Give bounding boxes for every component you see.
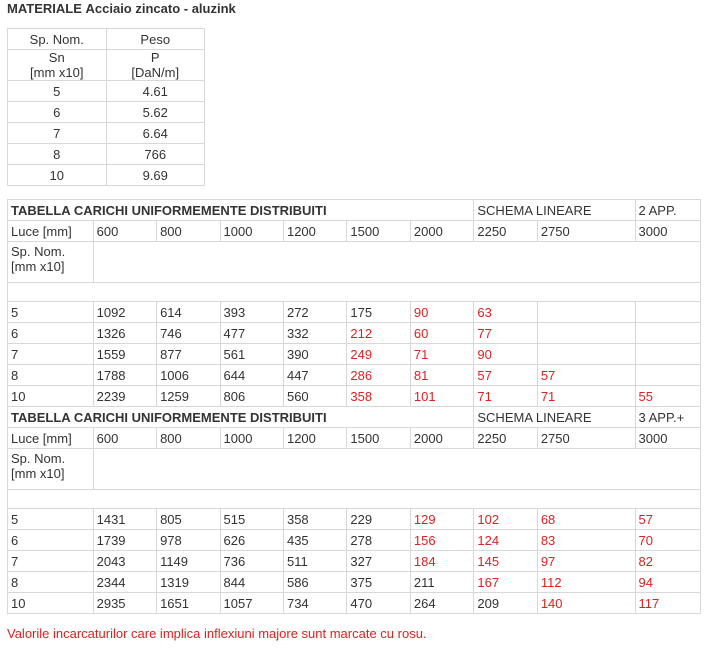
span-value: 1000: [220, 221, 283, 242]
load-value-cell: 81: [410, 365, 474, 386]
load-value-cell: 1559: [93, 344, 156, 365]
span-value: 2750: [537, 221, 635, 242]
span-value: 1000: [220, 428, 283, 449]
thickness-label-unit: [mm x10]: [11, 259, 65, 274]
load-value-cell: 375: [347, 572, 410, 593]
load-value-cell: 71: [537, 386, 635, 407]
table-row: [8, 323, 701, 344]
thickness-label-name: Sp. Nom.: [11, 451, 66, 466]
load-value-cell: 112: [537, 572, 635, 593]
load-value-cell: 1739: [93, 530, 156, 551]
load-value-cell: 1326: [93, 323, 156, 344]
load-value-cell: 71: [410, 344, 474, 365]
load-value-cell: 102: [474, 509, 537, 530]
weight-thickness-cell: 6: [8, 102, 107, 123]
empty-cell: [8, 283, 701, 302]
span-value: 1200: [283, 221, 346, 242]
material-value: Acciaio zincato - aluzink: [85, 1, 236, 16]
span-value: 3000: [635, 428, 700, 449]
table-row: [8, 344, 701, 365]
span-value: 3000: [635, 221, 700, 242]
span-value: 1200: [283, 428, 346, 449]
table-title-row: [8, 407, 701, 428]
load-value-cell: 626: [220, 530, 283, 551]
load-value-cell: 736: [220, 551, 283, 572]
thickness-cell: 6: [8, 323, 94, 344]
weight-subheader-sn: [8, 50, 107, 81]
load-value-cell: 1651: [157, 593, 220, 614]
load-value-cell: 327: [347, 551, 410, 572]
table-row: [8, 302, 701, 323]
load-table-2-supports: [7, 199, 701, 407]
load-value-cell: 156: [410, 530, 474, 551]
span-value: 2000: [410, 428, 474, 449]
span-value: 600: [93, 221, 156, 242]
load-value-cell: 2344: [93, 572, 156, 593]
load-value-cell: 435: [283, 530, 346, 551]
load-value-cell: 511: [283, 551, 346, 572]
span-header-row: [8, 428, 701, 449]
thickness-header-row: [8, 242, 701, 283]
load-value-cell: [635, 323, 700, 344]
load-value-cell: 393: [220, 302, 283, 323]
weight-value-cell: 4.61: [106, 81, 205, 102]
table-title: TABELLA CARICHI UNIFORMEMENTE DISTRIBUITI: [8, 200, 474, 221]
thickness-label: [8, 242, 94, 283]
table-row: [8, 165, 205, 186]
supports-label: 2 APP.: [635, 200, 700, 221]
weight-subheader-sn-symbol: Sn: [48, 50, 65, 65]
load-value-cell: 209: [474, 593, 537, 614]
load-value-cell: 249: [347, 344, 410, 365]
thickness-cell: 10: [8, 593, 94, 614]
load-value-cell: [635, 365, 700, 386]
empty-cell: [93, 449, 700, 490]
load-value-cell: 734: [283, 593, 346, 614]
load-value-cell: 2239: [93, 386, 156, 407]
load-value-cell: [635, 344, 700, 365]
load-value-cell: 229: [347, 509, 410, 530]
weight-value-cell: 766: [106, 144, 205, 165]
weight-table: [7, 28, 205, 186]
load-value-cell: 358: [347, 386, 410, 407]
span-value: 800: [157, 428, 220, 449]
load-value-cell: 94: [635, 572, 700, 593]
load-value-cell: 447: [283, 365, 346, 386]
span-label: Luce [mm]: [8, 428, 94, 449]
material-label: MATERIALE: [7, 1, 82, 16]
load-value-cell: 586: [283, 572, 346, 593]
load-value-cell: 560: [283, 386, 346, 407]
weight-subheader-p-symbol: P: [150, 50, 160, 65]
thickness-cell: 8: [8, 365, 94, 386]
load-value-cell: 614: [157, 302, 220, 323]
table-row: [8, 530, 701, 551]
empty-cell: [93, 242, 700, 283]
span-value: 600: [93, 428, 156, 449]
table-row: [8, 144, 205, 165]
load-value-cell: 390: [283, 344, 346, 365]
weight-thickness-cell: 7: [8, 123, 107, 144]
load-value-cell: 278: [347, 530, 410, 551]
span-value: 2000: [410, 221, 474, 242]
load-value-cell: 644: [220, 365, 283, 386]
load-value-cell: 1006: [157, 365, 220, 386]
load-value-cell: 1057: [220, 593, 283, 614]
table-row: [8, 365, 701, 386]
span-value: 1500: [347, 428, 410, 449]
load-value-cell: 82: [635, 551, 700, 572]
thickness-label: [8, 449, 94, 490]
weight-thickness-cell: 5: [8, 81, 107, 102]
thickness-label-unit: [mm x10]: [11, 466, 65, 481]
thickness-label-name: Sp. Nom.: [11, 244, 66, 259]
table-row: [8, 551, 701, 572]
load-value-cell: 90: [474, 344, 537, 365]
footnote: Valorile incarcaturilor care implica inflexiuni majore sunt marcate cu rosu.: [7, 626, 427, 641]
load-value-cell: 71: [474, 386, 537, 407]
load-value-cell: 101: [410, 386, 474, 407]
load-value-cell: 1319: [157, 572, 220, 593]
weight-value-cell: 9.69: [106, 165, 205, 186]
load-value-cell: 561: [220, 344, 283, 365]
blank-row: [8, 283, 701, 302]
load-value-cell: 1431: [93, 509, 156, 530]
load-value-cell: 1149: [157, 551, 220, 572]
load-value-cell: 477: [220, 323, 283, 344]
span-header-row: [8, 221, 701, 242]
table-row: [8, 386, 701, 407]
supports-label: 3 APP.+: [635, 407, 700, 428]
load-value-cell: 1788: [93, 365, 156, 386]
load-value-cell: 470: [347, 593, 410, 614]
table-row: [8, 572, 701, 593]
weight-subheader-p: [106, 50, 205, 81]
load-value-cell: 57: [635, 509, 700, 530]
load-value-cell: [635, 302, 700, 323]
weight-header-peso: Peso: [106, 29, 205, 50]
weight-subheader-sn-unit: [mm x10]: [30, 65, 84, 80]
load-value-cell: 55: [635, 386, 700, 407]
table-row: [8, 81, 205, 102]
material-title: [7, 1, 236, 16]
schema-label: SCHEMA LINEARE: [474, 407, 635, 428]
table-row: [8, 509, 701, 530]
load-value-cell: 97: [537, 551, 635, 572]
span-value: 800: [157, 221, 220, 242]
blank-row: [8, 490, 701, 509]
load-value-cell: 60: [410, 323, 474, 344]
load-value-cell: 286: [347, 365, 410, 386]
load-value-cell: 175: [347, 302, 410, 323]
span-label: Luce [mm]: [8, 221, 94, 242]
weight-value-cell: 6.64: [106, 123, 205, 144]
load-value-cell: 264: [410, 593, 474, 614]
load-value-cell: 63: [474, 302, 537, 323]
span-value: 2250: [474, 428, 537, 449]
load-value-cell: 129: [410, 509, 474, 530]
weight-value-cell: 5.62: [106, 102, 205, 123]
load-value-cell: 57: [474, 365, 537, 386]
table-row: [8, 102, 205, 123]
thickness-cell: 8: [8, 572, 94, 593]
load-value-cell: 140: [537, 593, 635, 614]
span-value: 2750: [537, 428, 635, 449]
load-value-cell: [537, 344, 635, 365]
load-value-cell: 1259: [157, 386, 220, 407]
thickness-cell: 6: [8, 530, 94, 551]
load-value-cell: 117: [635, 593, 700, 614]
load-value-cell: 212: [347, 323, 410, 344]
table-title-row: [8, 200, 701, 221]
load-value-cell: 77: [474, 323, 537, 344]
weight-subheader-p-unit: [DaN/m]: [131, 65, 180, 80]
load-value-cell: 806: [220, 386, 283, 407]
thickness-cell: 7: [8, 344, 94, 365]
load-value-cell: 184: [410, 551, 474, 572]
thickness-cell: 5: [8, 302, 94, 323]
thickness-cell: 10: [8, 386, 94, 407]
span-value: 1500: [347, 221, 410, 242]
load-value-cell: 805: [157, 509, 220, 530]
load-value-cell: 1092: [93, 302, 156, 323]
load-value-cell: 167: [474, 572, 537, 593]
load-value-cell: 2043: [93, 551, 156, 572]
table-row: [8, 593, 701, 614]
weight-thickness-cell: 8: [8, 144, 107, 165]
schema-label: SCHEMA LINEARE: [474, 200, 635, 221]
load-table-3-supports: [7, 406, 701, 614]
load-value-cell: [537, 302, 635, 323]
load-value-cell: 332: [283, 323, 346, 344]
weight-header-sp: Sp. Nom.: [8, 29, 107, 50]
span-value: 2250: [474, 221, 537, 242]
load-value-cell: 124: [474, 530, 537, 551]
load-value-cell: 358: [283, 509, 346, 530]
load-value-cell: 145: [474, 551, 537, 572]
load-value-cell: 515: [220, 509, 283, 530]
load-value-cell: 2935: [93, 593, 156, 614]
table-row: [8, 123, 205, 144]
thickness-cell: 7: [8, 551, 94, 572]
thickness-header-row: [8, 449, 701, 490]
load-value-cell: 272: [283, 302, 346, 323]
load-value-cell: 57: [537, 365, 635, 386]
load-value-cell: 844: [220, 572, 283, 593]
load-value-cell: 211: [410, 572, 474, 593]
empty-cell: [8, 490, 701, 509]
load-value-cell: 877: [157, 344, 220, 365]
load-value-cell: 70: [635, 530, 700, 551]
weight-thickness-cell: 10: [8, 165, 107, 186]
load-value-cell: [537, 323, 635, 344]
load-value-cell: 68: [537, 509, 635, 530]
load-value-cell: 83: [537, 530, 635, 551]
table-title: TABELLA CARICHI UNIFORMEMENTE DISTRIBUITI: [8, 407, 474, 428]
load-value-cell: 90: [410, 302, 474, 323]
thickness-cell: 5: [8, 509, 94, 530]
load-value-cell: 746: [157, 323, 220, 344]
load-value-cell: 978: [157, 530, 220, 551]
